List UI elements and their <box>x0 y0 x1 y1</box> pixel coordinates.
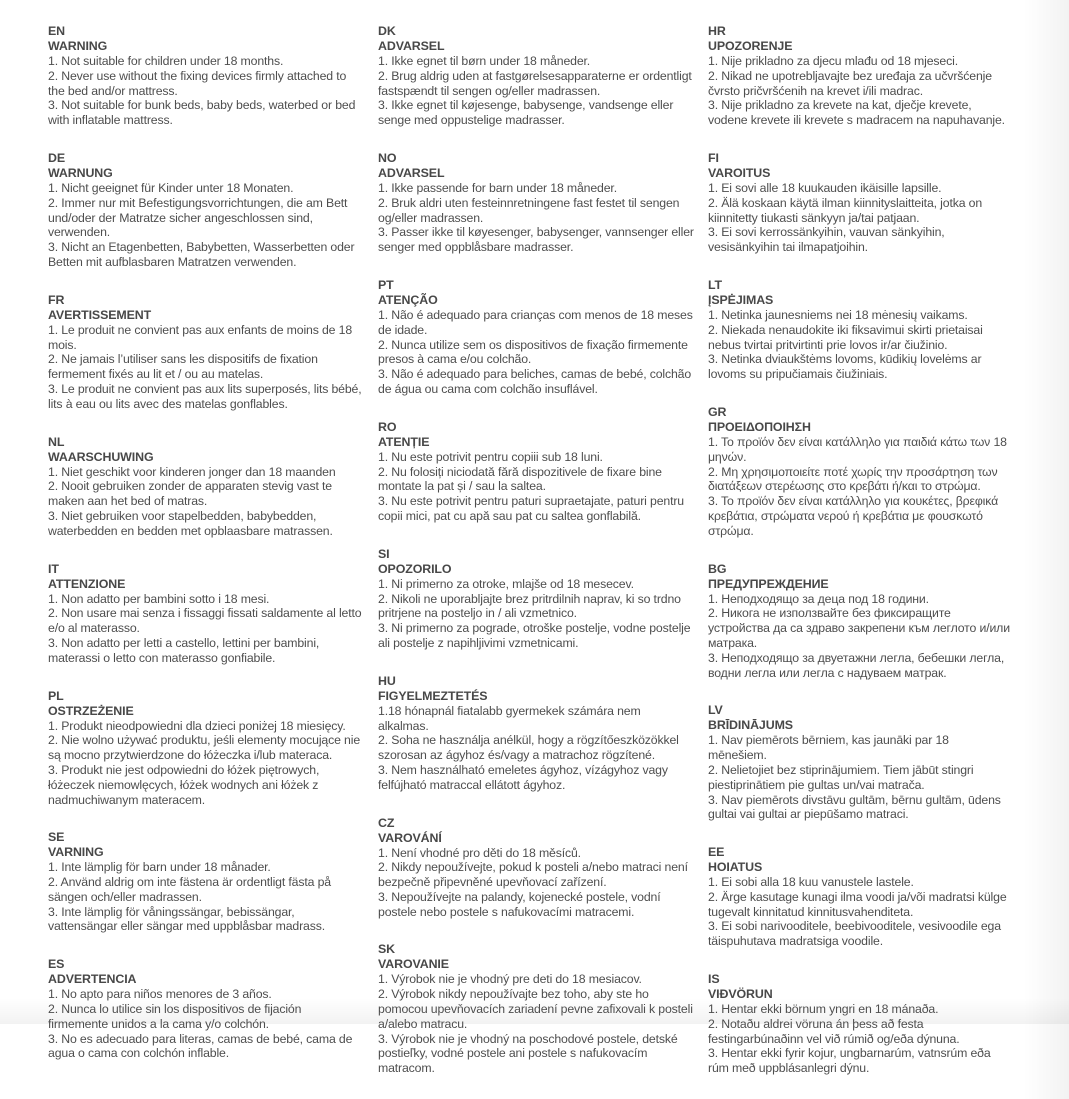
warning-item: 2. Nikoli ne uporabljajte brez pritrdilnih naprav, ki so trdno pritrjene na posteljo in / ali vzmetnico. <box>378 591 681 621</box>
warning-title: OSTRZEŻENIE <box>48 703 134 718</box>
warning-item: 1. Výrobok nie je vhodný pre deti do 18 mesiacov. <box>378 972 642 987</box>
language-code: NL <box>48 434 65 449</box>
warning-item: 2. Notaðu aldrei vöruna án þess að festa festingarbúnaðinn vel við rúmið og/eða dýnuna. <box>708 1016 960 1046</box>
warning-title: ADVERTENCIA <box>48 972 137 987</box>
language-code: LT <box>708 277 723 292</box>
warning-item: 1. Ikke passende for barn under 18 måneder. <box>378 180 617 195</box>
warning-title: ADVARSEL <box>378 165 445 180</box>
warning-item: 3. Inte lämplig för våningssängar, bebissängar, vattensängar eller sängar med uppblåsbar madrass. <box>48 904 326 934</box>
warning-item: 1. Non adatto per bambini sotto i 18 mesi. <box>48 591 270 606</box>
warning-title: ĮSPĖJIMAS <box>708 292 774 307</box>
warning-item: 3. Nav piemērots divstāvu gultām, bērnu gultām, ūdens gultai vai gultai ar piepūšamo matraci. <box>708 792 1001 822</box>
warning-item: 3. Неподходящо за двуетажни легла, бебешки легла, водни легла или легла с надуваем матрак. <box>708 650 1005 680</box>
warning-block-lt <box>708 278 1010 382</box>
language-code: LV <box>708 703 723 718</box>
language-code: SK <box>378 942 396 957</box>
warning-block-dk <box>378 24 694 128</box>
warning-item: 2. Brug aldrig uden at fastgørelsesapparaterne er ordentligt fastspændt til sengen og/eller madrassen. <box>378 68 692 98</box>
warning-item: 1. Nije prikladno za djecu mlađu od 18 mjeseci. <box>708 54 958 68</box>
warning-title: WARNUNG <box>48 165 113 180</box>
warning-title: ΠΡΟΕΙΔΟΠΟΙΗΣΗ <box>708 419 811 434</box>
warning-block-gr <box>708 405 1010 539</box>
warning-block-pl <box>48 689 364 808</box>
warning-item: 3. Not suitable for bunk beds, baby beds, waterbed or bed with inflatable mattress. <box>48 98 356 128</box>
warning-item: 3. Nicht an Etagenbetten, Babybetten, Wasserbetten oder Betten mit aufblasbaren Matratzen verwenden. <box>48 240 355 269</box>
warning-item: 1. Inte lämplig för barn under 18 månader. <box>48 860 271 875</box>
language-code: RO <box>378 419 397 434</box>
language-code: EN <box>48 24 66 38</box>
warning-block-no <box>378 151 694 255</box>
warning-item: 3. Nepoužívejte na palandy, kojenecké postele, vodní postele nebo postele s nafukovacími matracemi. <box>378 889 661 919</box>
warning-block-de <box>48 151 364 270</box>
warning-item: 3. No es adecuado para literas, camas de bebé, cama de agua o cama con colchón inflable. <box>48 1031 353 1061</box>
warning-item: 1. Nicht geeignet für Kinder unter 18 Monaten. <box>48 180 294 195</box>
warning-block-ee <box>708 845 1010 949</box>
warning-item: 2. Bruk aldri uten festeinnretningene fast festet til sengen og/eller madrassen. <box>378 195 680 225</box>
warning-item: 2. Ärge kasutage kunagi ilma voodi ja/või madratsi külge tugevalt kinnitatud kinnitusvahenditeta. <box>708 889 1007 919</box>
warning-item: 2. Никога не използвайте без фиксиращите устройства да са здраво закрепени към леглото и/или матрака. <box>708 606 1010 650</box>
warning-item: 1.18 hónapnál fiatalabb gyermekek számára nem alkalmas. <box>378 703 641 733</box>
language-code: SI <box>378 546 390 561</box>
warning-title: VAROITUS <box>708 165 771 180</box>
warning-item: 3. Le produit ne convient pas aux lits superposés, lits bébé, lits à eau ou lits avec des matelas gonflables. <box>48 381 362 411</box>
language-code: IS <box>708 972 720 987</box>
warning-block-fr <box>48 293 364 412</box>
warning-title: ПРЕДУПРЕЖДЕНИЕ <box>708 576 829 591</box>
warning-item: 2. Ne jamais l’utiliser sans les dispositifs de fixation fermement fixés au lit et / ou au matelas. <box>48 352 318 382</box>
warning-title: WAARSCHUWING <box>48 449 154 464</box>
warning-item: 1. Produkt nieodpowiedni dla dzieci poniżej 18 miesięcy. <box>48 718 346 733</box>
warning-item: 3. Netinka dviaukštėms lovoms, kūdikių lovelėms ar lovoms su pripučiamais čiužiniais. <box>708 352 982 382</box>
warning-item: 2. Soha ne használja anélkül, hogy a rögzítőeszközökkel szorosan az ágyhoz és/vagy a matrachoz rögzítené. <box>378 733 679 763</box>
language-code: DK <box>378 24 396 38</box>
warning-block-pt <box>378 278 694 397</box>
warning-item: 1. Hentar ekki börnum yngri en 18 mánaða. <box>708 1002 939 1017</box>
language-code: FR <box>48 292 65 307</box>
warning-block-en <box>48 24 364 128</box>
warning-title: ATENȚIE <box>378 434 430 449</box>
language-code: FI <box>708 150 719 165</box>
warning-item: 2. Výrobok nikdy nepoužívajte bez toho, aby ste ho pomocou upevňovacích zariadení pevne zafixovali k posteli a/alebo matracu. <box>378 987 693 1031</box>
warning-title: OPOZORILO <box>378 561 452 576</box>
warning-block-lv <box>708 703 1010 822</box>
warning-block-fi <box>708 151 1010 255</box>
language-code: EE <box>708 845 725 860</box>
warning-item: 3. Ei sobi narivooditele, beebivooditele, vesivoodile ega täispuhutava madratsiga voodile. <box>708 919 1001 949</box>
warning-item: 1. Le produit ne convient pas aux enfants de moins de 18 mois. <box>48 322 353 352</box>
warning-block-hu <box>378 674 694 793</box>
warning-item: 1. Ikke egnet til børn under 18 måneder. <box>378 54 591 68</box>
warning-title: FIGYELMEZTETÉS <box>378 688 488 703</box>
warning-title: WARNING <box>48 39 108 53</box>
warning-block-nl <box>48 435 364 539</box>
warning-item: 3. Não é adequado para beliches, camas de bebé, colchão de água ou cama com colchão insuflável. <box>378 367 692 396</box>
language-code: SE <box>48 830 65 845</box>
warning-title: ATENÇÃO <box>378 292 438 307</box>
warning-title: VIÐVÖRUN <box>708 987 773 1002</box>
warning-item: 3. Non adatto per letti a castello, lettini per bambini, materassi o letto con materasso gonfiabile. <box>48 635 320 665</box>
column-left <box>48 24 364 1099</box>
warning-item: 1. Неподходящо за деца под 18 години. <box>708 591 929 606</box>
warning-block-se <box>48 830 364 934</box>
warning-title: AVERTISSEMENT <box>48 307 152 322</box>
warning-item: 1. Não é adequado para crianças com menos de 18 meses de idade. <box>378 307 693 337</box>
language-code: HU <box>378 673 396 688</box>
language-code: GR <box>708 404 727 419</box>
language-code: CZ <box>378 815 395 830</box>
warning-item: 2. Never use without the fixing devices firmly attached to the bed and/or mattress. <box>48 68 347 98</box>
warning-item: 1. Not suitable for children under 18 months. <box>48 54 284 68</box>
language-code: BG <box>708 561 727 576</box>
warning-block-ro <box>378 420 694 524</box>
warning-item: 1. Nu este potrivit pentru copiii sub 18 luni. <box>378 449 603 464</box>
warning-item: 3. Výrobok nie je vhodný na poschodové postele, detské postieľky, vodné postele ani postele s nafukovacím matracom. <box>378 1031 678 1076</box>
warning-item: 3. Nije prikladno za krevete na kat, dječje krevete, vodene krevete ili krevete s madracem na napuhavanje. <box>708 98 1005 128</box>
language-code: DE <box>48 150 66 165</box>
language-code: PL <box>48 688 64 703</box>
warning-item: 3. Το προϊόν δεν είναι κατάλληλο για κουκέτες, βρεφικά κρεβάτια, στρώματα νερού ή κρεβάτια με φουσκωτό στρώμα. <box>708 494 999 538</box>
warning-item: 1. Niet geschikt voor kinderen jonger dan 18 maanden <box>48 464 336 479</box>
warning-item: 2. Nie wolno używać produktu, jeśli elementy mocujące nie są mocno przytwierdzone do łóżeczka i/lub materaca. <box>48 733 361 763</box>
warning-block-sk <box>378 942 694 1076</box>
warning-title: BRĪDINĀJUMS <box>708 718 793 733</box>
warning-item: 2. Nelietojiet bez stiprinājumiem. Tiem jābūt stingri piestiprinātiem pie gultas un/vai matrača. <box>708 762 974 792</box>
warning-item: 1. No apto para niños menores de 3 años. <box>48 987 272 1002</box>
warning-item: 2. Nikdy nepoužívejte, pokud k posteli a/nebo matraci není bezpečně připevněné upevňovací zařízení. <box>378 860 688 890</box>
warning-block-cz <box>378 816 694 920</box>
warning-block-is <box>708 972 1010 1076</box>
warning-title: ADVARSEL <box>378 39 445 53</box>
language-code: PT <box>378 277 394 292</box>
warning-item: 2. Nooit gebruiken zonder de apparaten stevig vast te maken aan het bed of matras. <box>48 479 332 509</box>
warning-title: VAROVANIE <box>378 957 449 972</box>
warning-title: UPOZORENJE <box>708 39 793 53</box>
warning-item: 2. Niekada nenaudokite iki fiksavimui skirti prietaisai nebus tvirtai pritvirtinti prie lovos ir/ar čiužinio. <box>708 322 983 352</box>
warning-block-es <box>48 957 364 1061</box>
warning-item: 2. Använd aldrig om inte fästena är ordentligt fästa på sängen och/eller madrassen. <box>48 875 331 904</box>
warning-item: 1. Το προϊόν δεν είναι κατάλληλο για παιδιά κάτω των 18 μηνών. <box>708 434 1007 464</box>
warning-block-si <box>378 547 694 651</box>
warning-item: 2. Nunca utilize sem os dispositivos de fixação firmemente presos à cama e/ou colchão. <box>378 337 688 367</box>
language-code: NO <box>378 150 397 165</box>
warning-item: 1. Ni primerno za otroke, mlajše od 18 mesecev. <box>378 576 634 591</box>
warning-title: ATTENZIONE <box>48 576 126 591</box>
warning-item: 1. Ei sovi alle 18 kuukauden ikäisille lapsille. <box>708 180 942 195</box>
warning-title: VAROVÁNÍ <box>378 830 442 845</box>
warning-title: VARNING <box>48 845 104 860</box>
column-right <box>708 24 1010 1099</box>
warning-item: 2. Nu folosiți niciodată fără dispozitivele de fixare bine montate la pat și / sau la saltea. <box>378 464 662 494</box>
warning-item: 2. Älä koskaan käytä ilman kiinnityslaitteita, jotka on kiinnitetty tiukasti sänkyyn ja/tai patjaan. <box>708 195 983 225</box>
warning-item: 1. Netinka jaunesniems nei 18 mėnesių vaikams. <box>708 307 968 322</box>
warning-item: 3. Passer ikke til køyesenger, babysenger, vannsenger eller senger med oppblåsbare madrasser. <box>378 225 694 255</box>
warning-item: 1. Není vhodné pro děti do 18 měsíců. <box>378 845 581 860</box>
language-code: IT <box>48 561 59 576</box>
warning-item: 2. Μη χρησιμοποιείτε ποτέ χωρίς την προσάρτηση των διατάξεων στερέωσης στο κρεβάτι ή/και το στρώμα. <box>708 464 998 494</box>
warning-item: 2. Non usare mai senza i fissaggi fissati saldamente al letto e/o al materasso. <box>48 606 362 636</box>
warning-block-it <box>48 562 364 666</box>
warning-item: 3. Niet gebruiken voor stapelbedden, babybedden, waterbedden en bedden met opblaasbare matrassen. <box>48 508 333 538</box>
warning-item: 3. Ni primerno za pograde, otroške postelje, vodne postelje ali postelje z napihljivimi vzmetnicami. <box>378 621 691 650</box>
column-middle <box>378 24 694 1099</box>
warning-block-bg <box>708 562 1010 681</box>
warning-item: 2. Nunca lo utilice sin los dispositivos de fijación firmemente unidos a la cama y/o colchón. <box>48 1002 302 1031</box>
warning-item: 3. Ei sovi kerrossänkyihin, vauvan sänkyihin, vesisänkyihin tai ilmapatjoihin. <box>708 225 945 255</box>
warning-block-hr <box>708 24 1010 128</box>
warning-item: 3. Nem használható emeletes ágyhoz, vízágyhoz vagy felfújható matraccal ellátott ágyhoz. <box>378 762 668 792</box>
warning-item: 1. Ei sobi alla 18 kuu vanustele lastele. <box>708 875 914 890</box>
warning-item: 2. Immer nur mit Befestigungsvorrichtungen, die am Bett und/oder der Matratze sicher angeschlossen sind, verwenden. <box>48 195 348 240</box>
language-code: HR <box>708 24 726 38</box>
warning-item: 3. Produkt nie jest odpowiedni do łóżek piętrowych, łóżeczek niemowlęcych, łóżek wodnych ani łóżek z nadmuchiwanym materacem. <box>48 762 320 807</box>
language-code: ES <box>48 957 65 972</box>
warning-item: 3. Ikke egnet til køjesenge, babysenge, vandsenge eller senge med oppustelige madrasser. <box>378 98 674 128</box>
warning-item: 3. Nu este potrivit pentru paturi supraetajate, paturi pentru copii mici, pat cu apă sau pat cu saltea gonflabilă. <box>378 494 684 523</box>
warning-item: 2. Nikad ne upotrebljavajte bez uređaja za učvršćenje čvrsto pričvršćenih na krevet i/ili madrac. <box>708 68 992 98</box>
warning-item: 3. Hentar ekki fyrir kojur, ungbarnarúm, vatnsrúm eða rúm með uppblásanlegri dýnu. <box>708 1046 991 1076</box>
warning-title: HOIATUS <box>708 860 763 875</box>
warning-item: 1. Nav piemērots bērniem, kas jaunāki par 18 mēnešiem. <box>708 733 949 763</box>
